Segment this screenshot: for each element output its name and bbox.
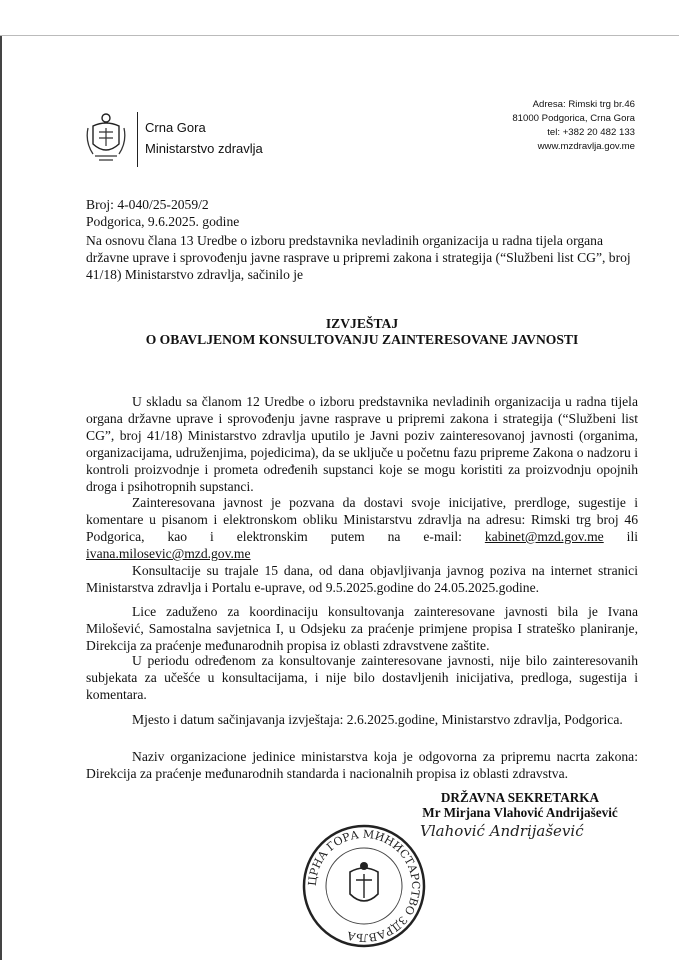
- handwritten-signature-text: Vlahović Andrijašević: [420, 822, 584, 840]
- paragraph-invitation: [86, 494, 638, 562]
- email-link-ivana[interactable]: ivana.milosevic@mzd.gov.me: [86, 546, 251, 561]
- paragraph-results: U periodu određenom za konsultovanje zainteresovane javnosti, nije bilo zainteresovanih subjekata za učešće u konsultacijama, i nije bilo dostavljenih inicijativa, predloga, sugestija i komentara.: [86, 653, 638, 702]
- signatory-title: DRŽAVNA SEKRETARKA: [440, 790, 600, 805]
- place-date: Podgorica, 9.6.2025. godine: [86, 214, 240, 229]
- paragraph-legal-basis: U skladu sa članom 12 Uredbe o izboru predstavnika nevladinih organizacija u radna tijela organa državne uprave i sprovođenju javne rasprave u pripremi zakona i strategija (“Službeni list CG”, broj 41/18) Ministarstvo zdravlja uputilo je Javni poziv zainteresovanoj javnosti (organima, organizacijama, udruženjima, pojedicima), da se uključe u početnu fazu pripreme Zakona o nadzoru i kontroli proizvodnje i prometa određenih supstanci koje se mogu koristiti za proizvodnju opojnih droga i psihotropnih supstanci.: [86, 394, 638, 494]
- coat-of-arms-icon: [85, 112, 127, 164]
- country-name: Crna Gora: [145, 120, 206, 135]
- signature-block: [400, 790, 640, 820]
- reference-block: [86, 196, 239, 230]
- contact-address: [512, 98, 635, 154]
- header-divider: [137, 112, 138, 167]
- title-line-1: IZVJEŠTAJ: [325, 316, 399, 331]
- organization-name: [145, 117, 263, 159]
- signatory-name: Mr Mirjana Vlahović Andrijašević: [422, 805, 618, 820]
- address-line: Adresa: Rimski trg br.46: [532, 99, 635, 110]
- email-link-kabinet[interactable]: kabinet@mzd.gov.me: [484, 529, 604, 544]
- intro-paragraph: Na osnovu člana 13 Uredbe o izboru predstavnika nevladinih organizacija u radna tijela organa državne uprave i sprovođenju javne rasprave u pripremi zakona i strategija (“Službeni list CG”, broj 41/18) Ministarstvo zdravlja, sačinilo je: [86, 233, 631, 282]
- paragraph-duration: Konsultacije su trajale 15 dana, od dana objavljivanja javnog poziva na internet stranici Ministarstva zdravlja i Portalu e-uprave, od 9.5.2025.godine do 24.05.2025.godine.: [86, 563, 638, 595]
- reference-number: Broj: 4-040/25-2059/2: [86, 197, 209, 212]
- title-line-2: O OBAVLJENOM KONSULTOVANJU ZAINTERESOVANE JAVNOSTI: [145, 332, 579, 347]
- scan-edge: [0, 35, 2, 960]
- official-stamp: [300, 822, 428, 950]
- ministry-name: Ministarstvo zdravlja: [145, 141, 263, 156]
- or-text: ili: [603, 529, 638, 544]
- website-link[interactable]: www.mzdravlja.gov.me: [537, 141, 635, 152]
- paragraph-coordinator: Lice zaduženo za koordinaciju konsultovanja zainteresovane javnosti bila je Ivana Milošević, Samostalna savjetnica I, u Odsjeku za praćenje primjene propisa I strateško planiranje, Direkcija za praćenje međunarodnih propisa iz oblasti zdravstvene zaštite.: [86, 604, 638, 653]
- address-line: tel: +382 20 482 133: [547, 127, 635, 138]
- svg-text:ЦРНА ГОРА МИНИСТАРСТВО ЗДРАВЉА: ЦРНА ГОРА МИНИСТАРСТВО ЗДРАВЉА: [305, 827, 423, 945]
- paragraph-place-date: Mjesto i datum sačinjavanja izvještaja: 2.6.2025.godine, Ministarstvo zdravlja, Podgorica.: [132, 712, 623, 727]
- paragraph-responsible-unit: Naziv organizacione jedinice ministarstva koja je odgovorna za pripremu nacrta zakona: Direkcija za praćenje međunarodnih standarda i nacionalnih propisa iz oblasti zdravstva.: [86, 749, 638, 781]
- invitation-text: Zainteresovana javnost je pozvana da dostavi svoje inicijative, prerdloge, sugestije i komentare u pisanom i elektronskom obliku Ministarstvu zdravlja na adresu: Rimski trg broj 46 Podgorica, kao i elektronskim putem na e-mail:: [86, 495, 638, 544]
- address-line: 81000 Podgorica, Crna Gora: [512, 113, 635, 124]
- document-title: [86, 316, 638, 348]
- handwritten-signature: [420, 822, 584, 840]
- scan-top-edge: [0, 35, 679, 36]
